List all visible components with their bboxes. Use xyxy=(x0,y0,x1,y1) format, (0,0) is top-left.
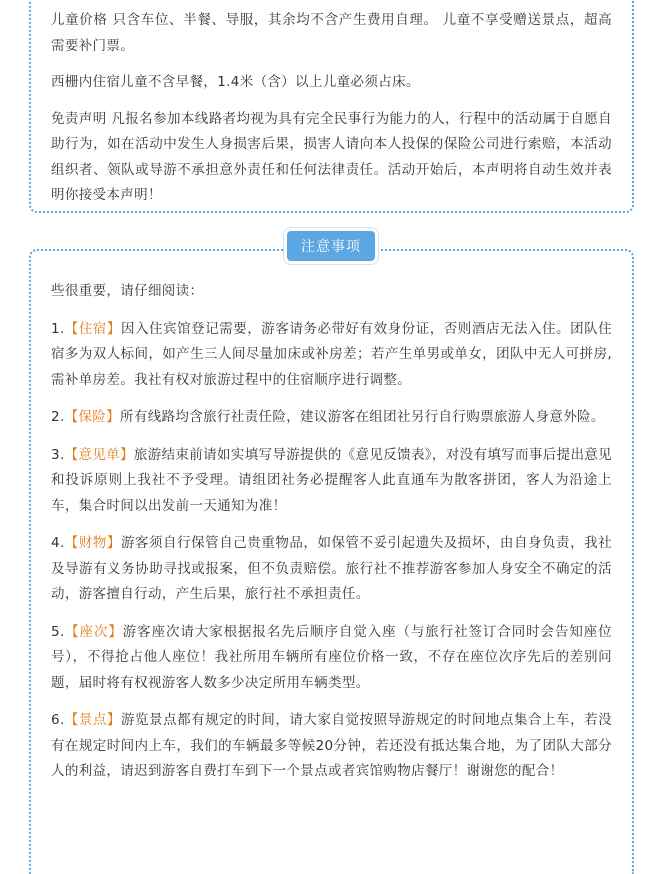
item-text: 因入住宾馆登记需要，游客请务必带好有效身份证，否则酒店无法入住。团队住宿多为双人标间，如产生三人间尽量加床或补房差；若产生单男或单女，团队中无人可拼房,需补单房差。我社有权对旅游过程中的住宿顺序进行调整。 xyxy=(51,320,613,388)
item-tag: 【座次】 xyxy=(64,623,123,640)
item-tag: 【财物】 xyxy=(64,535,121,551)
notice-item xyxy=(51,317,612,394)
item-text: 所有线路均含旅行社责任险，建议游客在组团社另行自行购票旅游人身意外险。 xyxy=(120,409,605,425)
item-tag: 【保险】 xyxy=(64,409,120,425)
item-tag: 【住宿】 xyxy=(64,320,121,337)
item-number: 3. xyxy=(51,446,65,463)
item-number: 1. xyxy=(51,320,65,337)
item-tag: 【意见单】 xyxy=(64,446,134,463)
children-price-text: 儿童价格 只含车位、半餐、导服，其余均不含产生费用自理。 儿童不享受赠送景点，超高需要补门票。 xyxy=(51,12,612,54)
item-text: 旅游结束前请如实填写导游提供的《意见反馈表》，对没有填写而事后提出意见和投诉原则上我社不予受理。请组团社务必提醒客人此直通车为散客拼团，客人为沿途上车，集合时间以出发前一天通知为准！ xyxy=(51,446,613,514)
item-number: 6. xyxy=(51,712,65,728)
pricing-info-box xyxy=(29,0,634,213)
item-tag: 【景点】 xyxy=(64,712,121,728)
item-text: 游客座次请大家根据报名先后顺序自觉入座（与旅行社签订合同时会告知座位号），不得抢占他人座位！我社所用车辆所有座位价格一致，不存在座位次序先后的差别问题，届时将有权视游客人数多少决定所用车辆类型。 xyxy=(51,623,612,691)
notice-item xyxy=(51,443,612,520)
notice-item xyxy=(51,531,612,608)
item-number: 4. xyxy=(51,535,65,551)
notice-box xyxy=(29,249,634,874)
item-text: 游客须自行保管自己贵重物品，如保管不妥引起遗失及损坏，由自身负责，我社及导游有义务协助寻找或报案，但不负责赔偿。旅行社不推荐游客参加人身安全不确定的活动，游客擅自行动，产生后果，旅行社不承担责任。 xyxy=(51,535,613,602)
xishan-stay-note: 西栅内住宿儿童不含早餐，1.4米（含）以上儿童必须占床。 xyxy=(51,74,420,90)
notice-intro: 些很重要，请仔细阅读： xyxy=(51,283,204,299)
item-text: 游览景点都有规定的时间，请大家自觉按照导游规定的时间地点集合上车，若没有在规定时间内上车，我们的车辆最多等候20分钟，若还没有抵达集合地，为了团队大部分人的利益，请迟到游客自费打车到下一个景点或者宾馆购物店餐厅！谢谢您的配合！ xyxy=(51,712,613,779)
item-number: 2. xyxy=(51,409,65,425)
disclaimer-text: 免责声明 凡报名参加本线路者均视为具有完全民事行为能力的人，行程中的活动属于自愿自助行为，如在活动中发生人身损害后果，损害人请向本人投保的保险公司进行索赔，本活动组织者、领队或导游不承担意外责任和任何法律责任。活动开始后，本声明将自动生效并表明你接受本声明！ xyxy=(51,110,612,203)
notice-section-title: 注意事项 xyxy=(287,231,375,261)
notice-item xyxy=(51,708,612,785)
notice-item xyxy=(51,620,612,697)
item-number: 5. xyxy=(51,623,65,640)
notice-item xyxy=(51,405,612,431)
